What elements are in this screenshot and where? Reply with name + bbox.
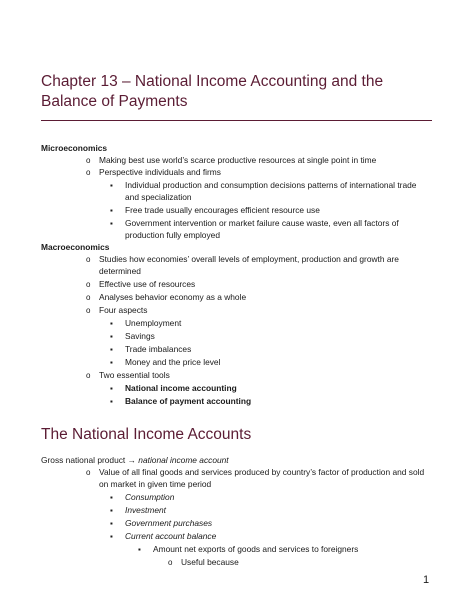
circle-bullet: o [168,558,173,567]
micro-sub-2: Free trade usually encourages efficient resource use [125,205,320,215]
aspect-4: Money and the price level [125,357,221,367]
micro-sub-1-cont: and specialization [125,192,192,202]
component-1: Consumption [125,492,175,502]
gnp-italic: national income account [138,455,229,465]
circle-bullet: o [86,168,91,177]
macro-item-5: Two essential tools [99,370,170,380]
aspect-2: Savings [125,331,155,341]
tool-1: National income accounting [125,383,237,393]
component-4: Current account balance [125,531,217,541]
value-line-2: on market in given time period [99,479,212,489]
circle-bullet: o [86,306,91,315]
micro-sub-1: Individual production and consumption decisions patterns of international trade [125,180,417,190]
square-bullet: ▪ [110,384,113,393]
circle-bullet: o [86,371,91,380]
square-bullet: ▪ [110,219,113,228]
gnp-line [41,455,229,466]
square-bullet: ▪ [110,319,113,328]
square-bullet: ▪ [110,345,113,354]
micro-item-2: Perspective individuals and firms [99,167,221,177]
micro-sub-3-cont: production fully employed [125,230,220,240]
square-bullet: ▪ [110,332,113,341]
component-3: Government purchases [125,518,213,528]
aspect-3: Trade imbalances [125,344,192,354]
square-bullet: ▪ [110,506,113,515]
circle-bullet: o [86,468,91,477]
chapter-title: Chapter 13 – National Income Accounting and the Balance of Payments [41,73,384,110]
circle-bullet: o [86,280,91,289]
useful-because: Useful because [181,557,239,567]
value-line-1: Value of all final goods and services produced by country’s factor of production and sold [99,467,425,477]
macro-item-4: Four aspects [99,305,148,315]
component-2: Investment [125,505,166,515]
macro-item-1: Studies how economies’ overall levels of employment, production and growth are [99,254,399,264]
macro-heading: Macroeconomics [41,242,110,252]
gnp-label: Gross national product [41,455,126,465]
circle-bullet: o [86,255,91,264]
tool-2: Balance of payment accounting [125,396,252,406]
square-bullet: ▪ [110,519,113,528]
square-bullet: ▪ [110,493,113,502]
micro-sub-3: Government intervention or market failure cause waste, even all factors of [125,218,399,228]
net-exports: Amount net exports of goods and services to foreigners [153,544,359,554]
square-bullet: ▪ [110,181,113,190]
square-bullet: ▪ [110,532,113,541]
circle-bullet: o [86,156,91,165]
square-bullet: ▪ [138,545,141,554]
square-bullet: ▪ [110,206,113,215]
micro-heading: Microeconomics [41,143,108,153]
aspect-1: Unemployment [125,318,182,328]
right-arrow-icon: → [127,455,136,465]
square-bullet: ▪ [110,397,113,406]
title-divider [41,120,432,121]
macro-item-3: Analyses behavior economy as a whole [99,292,247,302]
square-bullet: ▪ [110,358,113,367]
macro-item-1-cont: determined [99,266,141,276]
macro-item-2: Effective use of resources [99,279,196,289]
page-number: 1 [423,574,430,586]
micro-item-1: Making best use world’s scarce productive resources at single point in time [99,155,377,165]
circle-bullet: o [86,293,91,302]
section-title: The National Income Accounts [41,426,252,443]
